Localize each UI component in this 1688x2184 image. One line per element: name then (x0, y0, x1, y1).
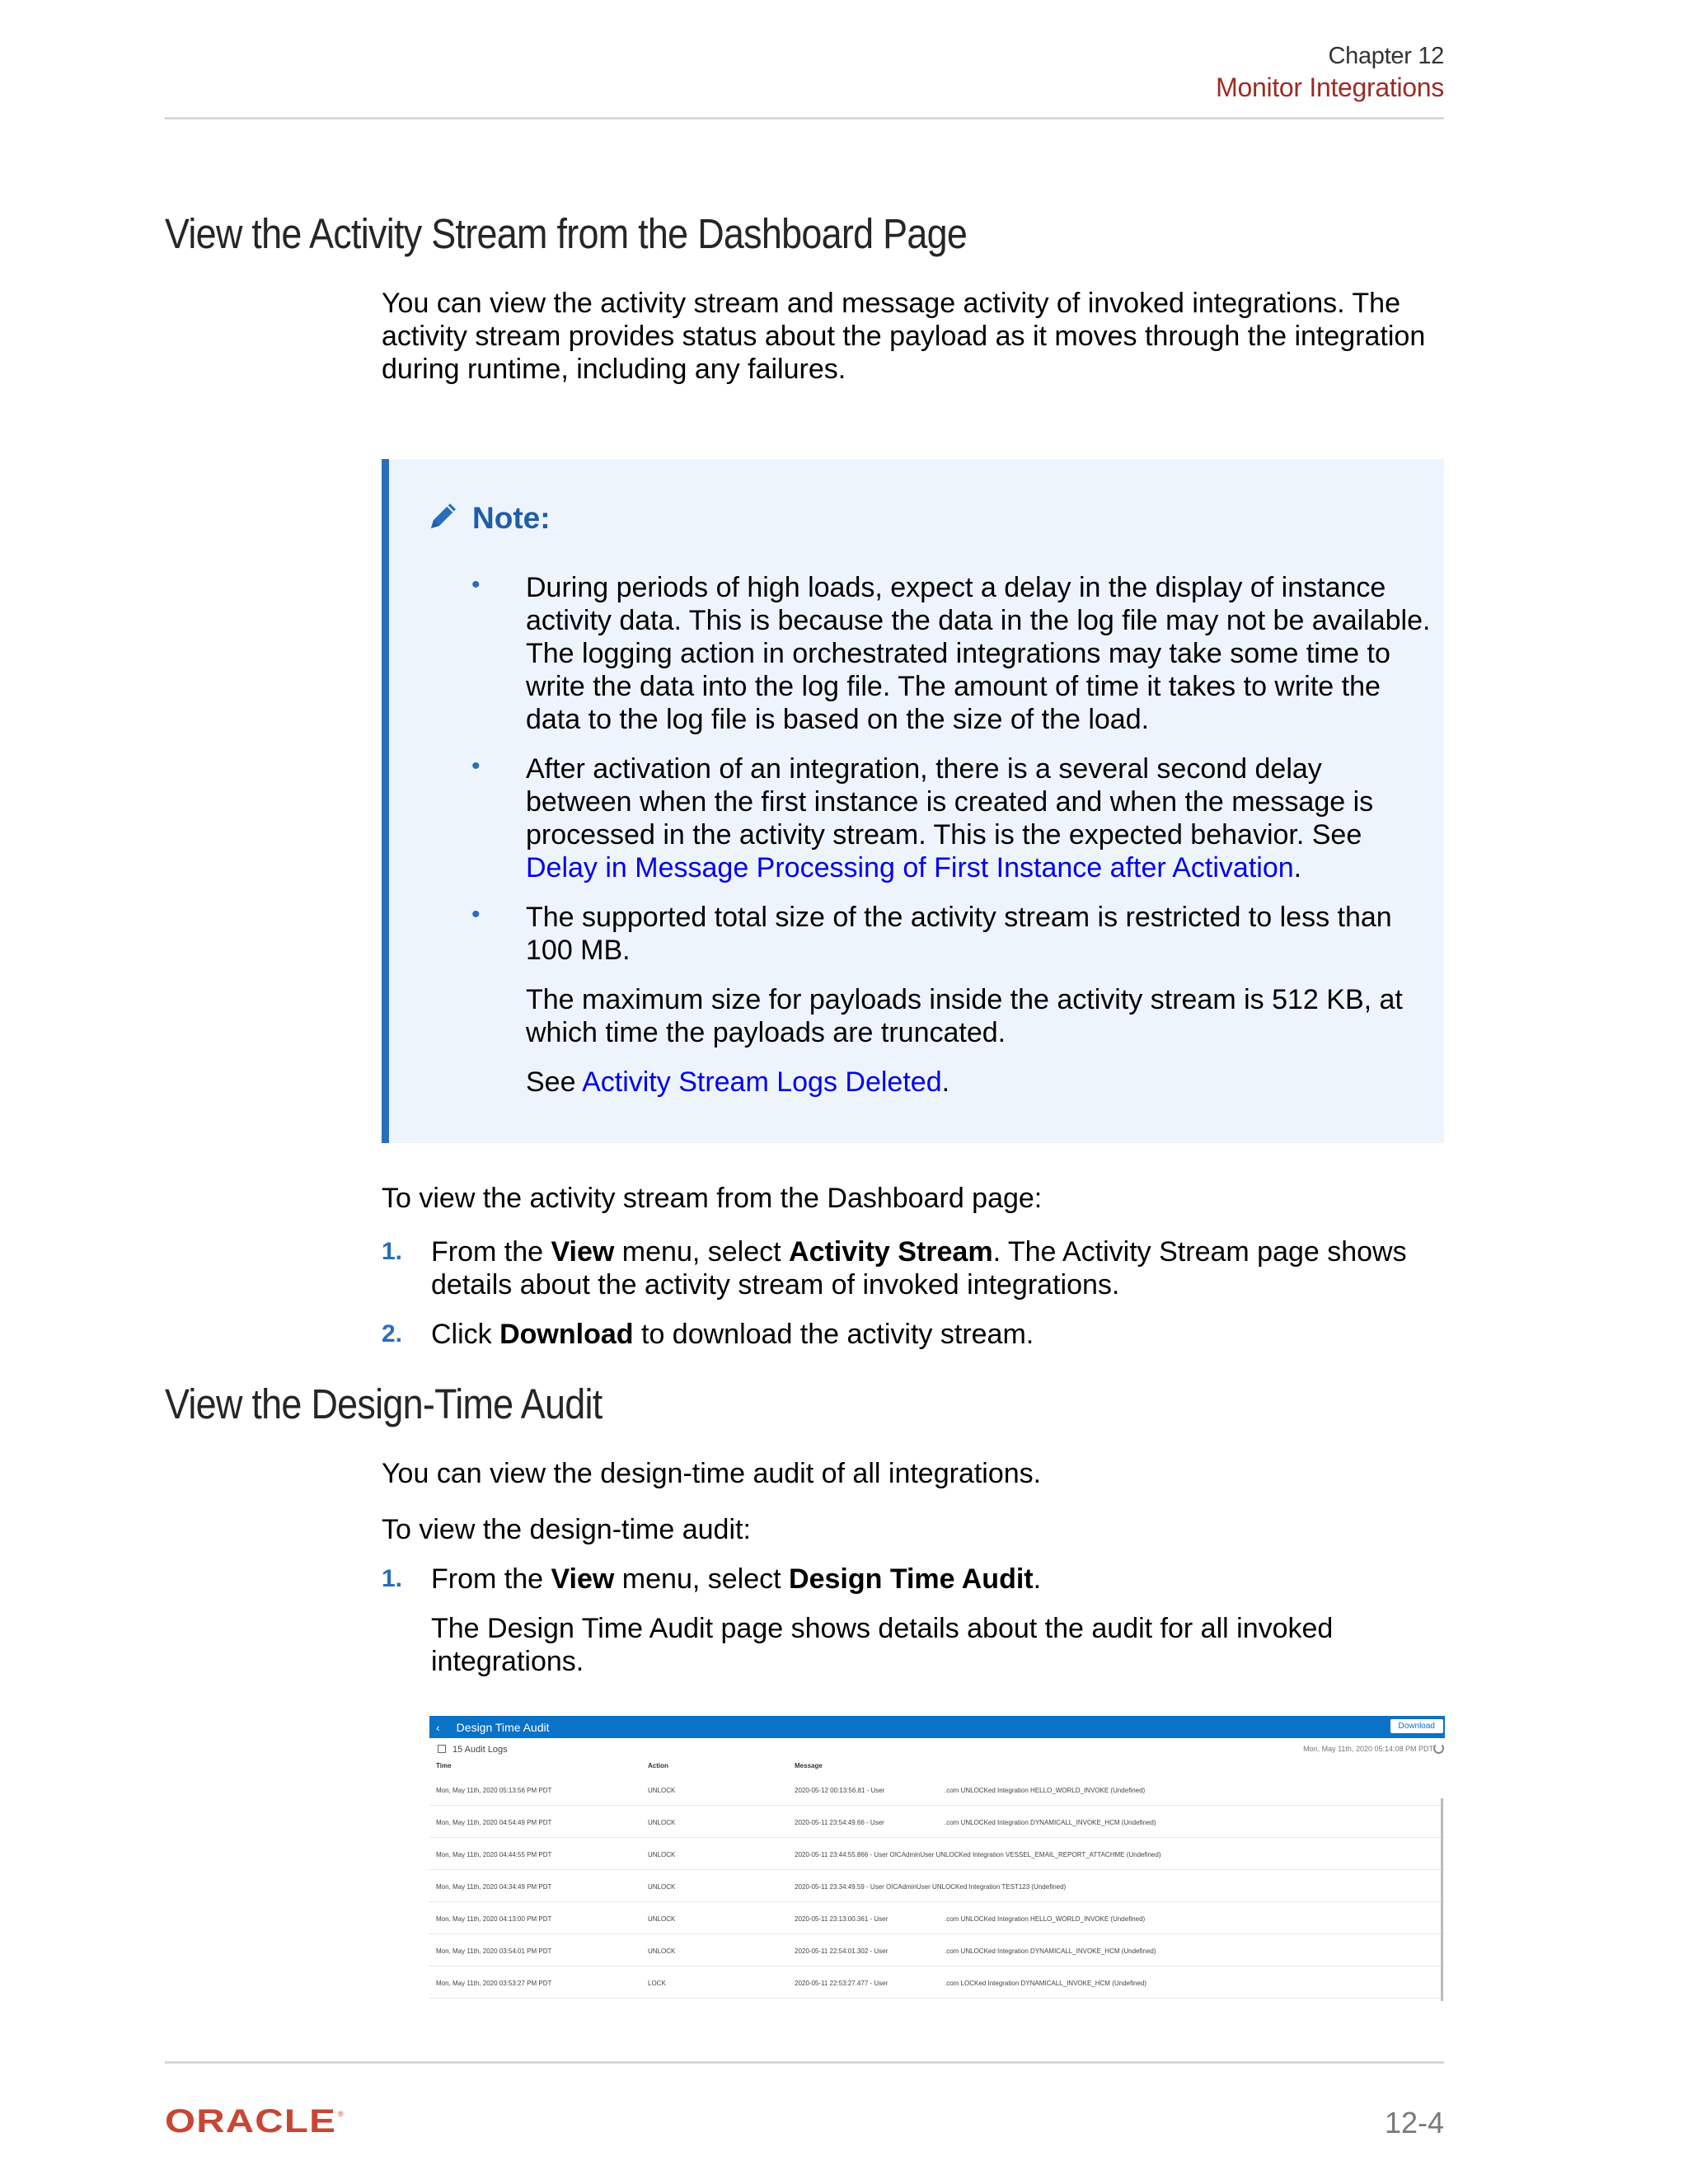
text-line: processed in the activity stream. This is the expected behavior. See (526, 819, 1362, 851)
text-line (526, 851, 1441, 884)
table-row[interactable] (429, 1838, 1445, 1870)
text-line: write the data into the log file. The amount of time it takes to write the (526, 671, 1381, 702)
text-line: The maximum size for payloads inside the activity stream is 512 KB, at (526, 984, 1403, 1015)
note-header (426, 499, 551, 537)
menu-item-activity-stream: Activity Stream (789, 1236, 993, 1268)
cell-message: 2020-05-12 00:13:56.81 - User (795, 1787, 885, 1794)
step-1-design-time-audit (431, 1563, 1445, 1596)
step-text: menu, select (614, 1563, 790, 1595)
chapter-title: Monitor Integrations (1216, 73, 1444, 102)
pencil-icon (426, 499, 461, 537)
list-icon (438, 1745, 446, 1753)
step-1-activity-stream (431, 1235, 1445, 1301)
step-text: . (1033, 1563, 1042, 1595)
step-text: to download the activity stream. (633, 1319, 1034, 1350)
note-box (382, 459, 1444, 1143)
cell-action: UNLOCK (648, 1787, 676, 1794)
last-updated-timestamp: Mon, May 11th, 2020 05:14:08 PM PDT (1303, 1745, 1433, 1753)
app-title-bar (429, 1716, 1445, 1738)
step-text: From the (431, 1563, 551, 1595)
chapter-label: Chapter 12 (1328, 43, 1444, 69)
cell-message-detail: .com UNLOCKed Integration HELLO_WORLD_INVOKE (Undefined) (945, 1787, 1146, 1794)
text-line (431, 1235, 1445, 1268)
cell-time: Mon, May 11th, 2020 04:54:49 PM PDT (436, 1819, 552, 1826)
step-1-description (431, 1612, 1445, 1678)
button-name-download: Download (499, 1319, 634, 1350)
steps-lead-audit: To view the design-time audit: (382, 1514, 751, 1545)
steps-lead: To view the activity stream from the Dashboard page: (382, 1183, 1043, 1214)
punctuation: . (1293, 852, 1302, 883)
refresh-icon[interactable] (1433, 1743, 1444, 1754)
cell-time: Mon, May 11th, 2020 04:34:49 PM PDT (436, 1883, 552, 1891)
menu-name-view: View (551, 1236, 615, 1268)
cell-action: LOCK (648, 1980, 666, 1987)
note-bullet-3-see (526, 1066, 1441, 1099)
table-row[interactable] (429, 1902, 1445, 1934)
table-header (429, 1759, 1445, 1774)
cell-message: 2020-05-11 23:13:00.361 - User (795, 1915, 889, 1923)
step-text: From the (431, 1236, 551, 1268)
note-bullet-2 (526, 752, 1441, 884)
bullet-icon: • (471, 901, 481, 928)
step-text: Click (431, 1319, 500, 1350)
table-row[interactable] (429, 1870, 1445, 1902)
step-2-download (431, 1318, 1445, 1351)
cell-action: UNLOCK (648, 1883, 676, 1891)
footer-rule (165, 2061, 1444, 2064)
step-number: 2. (382, 1320, 403, 1347)
text-line: You can view the activity stream and message activity of invoked integrations. The (382, 288, 1400, 319)
punctuation: . (941, 1066, 950, 1098)
cell-time: Mon, May 11th, 2020 03:54:01 PM PDT (436, 1947, 552, 1955)
text-line: activity data. This is because the data in the log file may not be available. (526, 605, 1431, 636)
table-row[interactable] (429, 1806, 1445, 1838)
cell-time: Mon, May 11th, 2020 03:53:27 PM PDT (436, 1980, 552, 1987)
note-bullet-1 (526, 571, 1441, 736)
text-line: The Design Time Audit page shows details about the audit for all invoked (431, 1613, 1334, 1644)
cell-message: 2020-05-11 23:44:55.866 - User OICAdminUser UNLOCKed Integration VESSEL_EMAIL_REPORT_ATTACHME (Undefined) (795, 1851, 1161, 1858)
audit-log-count: 15 Audit Logs (452, 1745, 508, 1755)
scrollbar[interactable] (1441, 1798, 1443, 2001)
text-line: The supported total size of the activity stream is restricted to less than (526, 902, 1392, 933)
note-title: Note: (472, 500, 551, 535)
back-arrow-icon[interactable]: ‹ (436, 1720, 440, 1734)
text-line: After activation of an integration, there is a several second delay (526, 753, 1322, 785)
note-bullet-3-para (526, 983, 1441, 1049)
cell-action: UNLOCK (648, 1851, 676, 1858)
bullet-icon: • (471, 571, 481, 598)
link-delay-message-processing[interactable]: Delay in Message Processing of First Instance after Activation (526, 852, 1294, 883)
column-header-time: Time (436, 1762, 452, 1769)
cell-message: 2020-05-11 23:34:49.59 - User OICAdminUser UNLOCKed Integration TEST123 (Undefined) (795, 1883, 1067, 1891)
column-header-message: Message (795, 1762, 823, 1769)
section-heading-activity-stream (165, 209, 1076, 258)
cell-message-detail: .com UNLOCKed Integration HELLO_WORLD_INVOKE (Undefined) (945, 1915, 1146, 1923)
intro-paragraph-audit: You can view the design-time audit of all integrations. (382, 1458, 1042, 1489)
svg-text:ORACLE: ORACLE (165, 2107, 336, 2135)
cell-message-detail: .com LOCKed Integration DYNAMICALL_INVOKE_HCM (Undefined) (945, 1980, 1146, 1987)
cell-action: UNLOCK (648, 1915, 676, 1923)
cell-time: Mon, May 11th, 2020 05:13:56 PM PDT (436, 1787, 552, 1794)
link-activity-stream-logs-deleted[interactable]: Activity Stream Logs Deleted (582, 1066, 942, 1098)
cell-message-detail: .com UNLOCKed Integration DYNAMICALL_INVOKE_HCM (Undefined) (945, 1947, 1156, 1955)
text-line: During periods of high loads, expect a delay in the display of instance (526, 572, 1386, 603)
table-row[interactable] (429, 1774, 1445, 1806)
cell-action: UNLOCK (648, 1947, 676, 1955)
cell-time: Mon, May 11th, 2020 04:13:00 PM PDT (436, 1915, 552, 1923)
design-time-audit-screenshot (429, 1716, 1445, 2001)
section-heading-design-time-audit (165, 1380, 662, 1428)
column-header-action: Action (648, 1762, 668, 1769)
step-text: menu, select (614, 1236, 790, 1268)
section-heading-text: View the Design-Time Audit (165, 1380, 603, 1427)
download-button[interactable]: Download (1390, 1719, 1443, 1733)
section-heading-text: View the Activity Stream from the Dashboard Page (165, 210, 968, 257)
cell-message: 2020-05-11 23:54:49.66 - User (795, 1819, 884, 1826)
note-bullet-3 (526, 901, 1441, 967)
see-text: See (526, 1066, 583, 1098)
table-row[interactable] (429, 1934, 1445, 1966)
cell-message-detail: .com UNLOCKed Integration DYNAMICALL_INVOKE_HCM (Undefined) (945, 1819, 1156, 1826)
audit-summary-bar (429, 1741, 1445, 1759)
table-row[interactable] (429, 1966, 1445, 1999)
text-line: during runtime, including any failures. (382, 354, 846, 385)
text-line: data to the log file is based on the size of the load. (526, 704, 1150, 735)
text-line: The logging action in orchestrated integrations may take some time to (526, 638, 1390, 669)
app-page-title: Design Time Audit (456, 1720, 550, 1734)
oracle-logo (165, 2107, 346, 2139)
bullet-icon: • (471, 752, 481, 780)
cell-message: 2020-05-11 22:54:01.302 - User (795, 1947, 889, 1955)
text-line: integrations. (431, 1646, 584, 1677)
text-line: which time the payloads are truncated. (526, 1017, 1006, 1048)
text-line: between when the first instance is created and when the message is (526, 786, 1374, 818)
cell-action: UNLOCK (648, 1819, 676, 1826)
menu-name-view: View (551, 1563, 615, 1595)
svg-text:®: ® (338, 2110, 344, 2118)
header-rule (165, 117, 1444, 120)
step-number: 1. (382, 1565, 403, 1592)
text-line: 100 MB. (526, 935, 631, 966)
text-line: activity stream provides status about the payload as it moves through the integration (382, 321, 1426, 352)
intro-paragraph (382, 287, 1445, 386)
text-line: details about the activity stream of invoked integrations. (431, 1269, 1120, 1301)
step-text: . The Activity Stream page shows (992, 1236, 1407, 1268)
menu-item-design-time-audit: Design Time Audit (789, 1563, 1034, 1595)
page-number: 12-4 (1384, 2106, 1444, 2139)
step-number: 1. (382, 1238, 403, 1265)
cell-message: 2020-05-11 22:53:27.477 - User (795, 1980, 889, 1987)
cell-time: Mon, May 11th, 2020 04:44:55 PM PDT (436, 1851, 552, 1858)
